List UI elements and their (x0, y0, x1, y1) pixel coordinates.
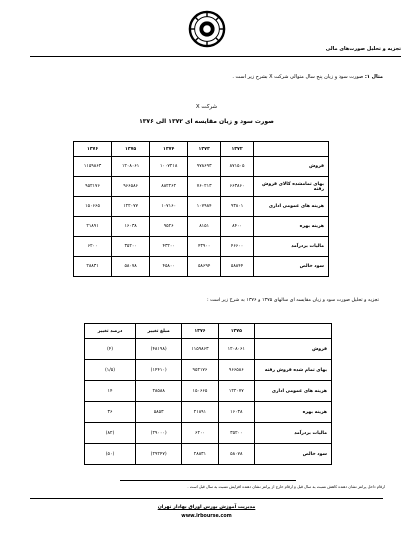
table-cell: ۱۰۷۱۶۰ (150, 197, 188, 217)
table-cell: ۲۸۸۳۱ (74, 257, 112, 277)
column-header: ۱۳۷۶ (182, 324, 218, 339)
table-cell: ۸۱۵۱ (188, 217, 221, 237)
table-cell: ۹۵۲۱۷۶ (182, 360, 218, 381)
example-text: صورت سود و زیان پنج سال متوالی شرکت X بشرح زیر است . (232, 74, 364, 80)
row-label: فروش (255, 339, 332, 360)
year-header: ۱۳۷۵ (112, 142, 150, 157)
year-header: ۱۳۷۲ (221, 142, 254, 157)
analysis-intro: تجزیه و تحلیل صورت سود و زیان مقایسه ای سالهای ۱۳۷۵ و ۱۳۷۶ به شرح زیر است : (206, 298, 379, 303)
table-cell: ۹۷۸۶۹۳ (188, 157, 221, 177)
table-cell: ۱۴ (85, 381, 136, 402)
table-cell: (۵۰) (85, 444, 136, 465)
example-label: مثال ۱: (364, 74, 383, 80)
table-cell: ۹۵۲۶ (150, 217, 188, 237)
exchange-logo-icon (188, 10, 226, 48)
footnote: ارقام داخل پرانتز نشان دهنده کاهش نسبت به سال قبل و ارقام خارج از پرانتز نشان دهنده افزایش نسبت به سال قبل است . (187, 484, 385, 489)
table-row (74, 217, 329, 237)
table-cell: ۱۲۰۸۰۶۱ (112, 157, 150, 177)
table-row (74, 157, 329, 177)
table-row (85, 402, 332, 423)
row-label: هزینه های عمومی اداری (255, 381, 332, 402)
table-header-blank (254, 142, 329, 157)
footer-website-link[interactable]: www.irbourse.com (181, 514, 232, 519)
table-row (85, 360, 332, 381)
table-row (74, 237, 329, 257)
year-header: ۱۳۷۳ (188, 142, 221, 157)
table-cell: ۴۳۲۰۰ (150, 237, 188, 257)
table-cell: ۱۵۰۶۶۵ (182, 381, 218, 402)
row-label: فروش (254, 157, 329, 177)
table-cell: ۹۳۸۰۱ (221, 197, 254, 217)
table-cell: ۱۲۲۰۷۷ (112, 197, 150, 217)
table-cell: ۴۶۶۰۰ (221, 237, 254, 257)
row-label: مالیات بردرآمد (254, 237, 329, 257)
table-row (85, 381, 332, 402)
company-name: شرکت X (195, 104, 218, 110)
table-row (85, 423, 332, 444)
table-cell: ۶۲۰۰ (182, 423, 218, 444)
table-cell: ۲۱۸۹۱ (74, 217, 112, 237)
table-cell: ۸۷۱۵۰۵ (221, 157, 254, 177)
table-cell: (۴۸۱۹۸) (136, 339, 182, 360)
table-cell: ۲۱۸۹۱ (182, 402, 218, 423)
column-header: مبلغ تغییر (136, 324, 182, 339)
table-cell: ۳۶ (85, 402, 136, 423)
table-cell: ۴۳۹۰۰ (188, 237, 221, 257)
row-label: هزینه های عمومی اداری (254, 197, 329, 217)
example-intro (232, 74, 383, 80)
table-cell: ۱۲۲۰۷۷ (218, 381, 254, 402)
table-cell: ۱۲۰۸۰۶۱ (218, 339, 254, 360)
table-cell: (۱/۵) (85, 360, 136, 381)
table-cell: ۸۴۰۰ (221, 217, 254, 237)
row-label: هزینه بهره (255, 402, 332, 423)
income-statement-table (73, 141, 329, 277)
table-cell: ۱۵۰۶۶۵ (74, 197, 112, 217)
header-divider (30, 56, 401, 57)
table-row (74, 177, 329, 197)
table-cell: ۲۸۸۳۱ (182, 444, 218, 465)
table-cell: (۲۹۰۰۰) (136, 423, 182, 444)
row-label: بهای تمامشده کالای فروش رفته (254, 177, 329, 197)
table-cell: (۲۹۲۴۷) (136, 444, 182, 465)
footer-organization: مدیریت آموزش بورس اوراق بهادار تهران (157, 505, 256, 510)
table-cell: ۱۱۵۹۸۶۳ (182, 339, 218, 360)
table-cell: ۱۰۰۷۲۱۸ (150, 157, 188, 177)
table-cell: ۳۵۲۰۰ (218, 423, 254, 444)
row-label: بهای تمام شده فروش رفته (255, 360, 332, 381)
table-cell: ۶۲۰۰ (74, 237, 112, 257)
table-cell: ۹۵۲۱۷۶ (74, 177, 112, 197)
table-cell: ۹۶۶۵۸۶ (112, 177, 150, 197)
table-row (85, 339, 332, 360)
table-cell: ۱۶۰۳۸ (218, 402, 254, 423)
table-cell: ۵۸۶۹۴ (188, 257, 221, 277)
table-header-row (74, 142, 329, 157)
table-cell: ۶۶۳۸۶۰ (221, 177, 254, 197)
table-cell: ۷۶۰۲۱۳ (188, 177, 221, 197)
year-header: ۱۳۷۴ (150, 142, 188, 157)
statement-title: صورت سود و زیان مقایسه ای ۱۳۷۲ الی ۱۳۷۶ (139, 118, 274, 125)
table-cell: ۳۵۲۰۰ (112, 237, 150, 257)
table-cell: ۵۸۰۷۸ (218, 444, 254, 465)
footer-divider (30, 498, 383, 499)
table-cell: ۲۸۵۸۸ (136, 381, 182, 402)
column-header: ۱۳۷۵ (218, 324, 254, 339)
table-cell: ۵۸۰۷۸ (112, 257, 150, 277)
year-header: ۱۳۷۶ (74, 142, 112, 157)
row-label: سود خالص (255, 444, 332, 465)
table-cell: ۵۸۸۴۴ (221, 257, 254, 277)
table-row (74, 197, 329, 217)
table-cell: (۴) (85, 339, 136, 360)
table-cell: ۱۶۰۳۸ (112, 217, 150, 237)
header-title: تجزیه و تحلیل صورت‌های مالی (325, 46, 401, 52)
table-header-row (85, 324, 332, 339)
table-cell: (۱۴۴۱۰) (136, 360, 182, 381)
table-row (85, 444, 332, 465)
table-cell: ۵۸۵۳ (136, 402, 182, 423)
table-cell: ۸۸۲۲۶۲ (150, 177, 188, 197)
table-header-blank (255, 324, 332, 339)
column-header: درصد تغییر (85, 324, 136, 339)
comparison-table (84, 323, 332, 465)
row-label: سود خالص (254, 257, 329, 277)
row-label: هزینه بهره (254, 217, 329, 237)
table-row (74, 257, 329, 277)
footnote-divider (120, 480, 296, 481)
table-cell: ۱۰۷۹۸۴ (188, 197, 221, 217)
table-cell: ۴۵۸۰۰ (150, 257, 188, 277)
table-cell: ۹۶۶۵۸۶ (218, 360, 254, 381)
table-cell: (۸۲) (85, 423, 136, 444)
table-cell: ۱۱۵۹۸۶۳ (74, 157, 112, 177)
row-label: مالیات بردرآمد (255, 423, 332, 444)
